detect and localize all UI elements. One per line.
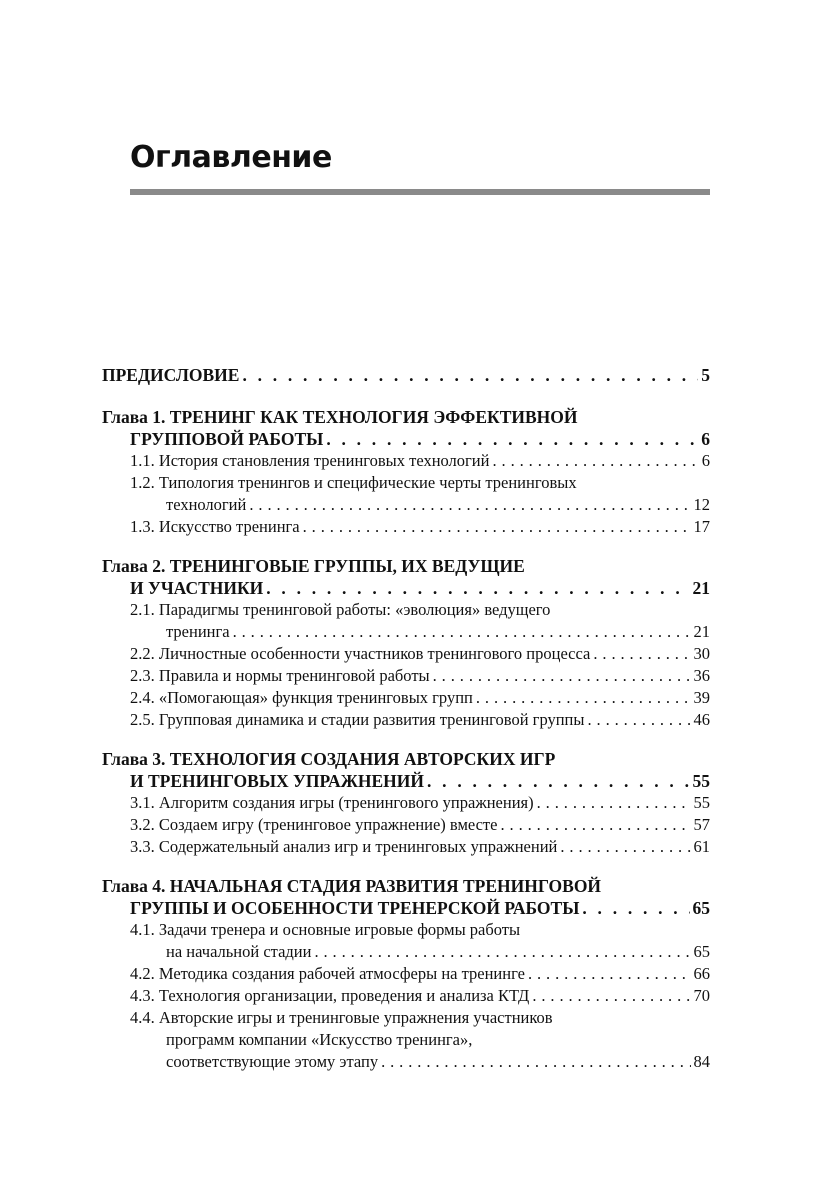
toc-section-1-2-line2[interactable]: технологий . . . 12 bbox=[102, 494, 710, 516]
toc-chapter-1-title-line2[interactable]: ГРУППОВОЙ РАБОТЫ . . . 6 bbox=[102, 428, 710, 450]
dot-leader bbox=[500, 814, 690, 836]
toc-section-1-2-line1[interactable]: 1.2. Типология тренингов и специфические черты тренинговых bbox=[130, 473, 577, 492]
toc-section-3-3[interactable]: 3.3. Содержательный анализ игр и тренинговых упражнений . . . 61 bbox=[102, 836, 710, 858]
dot-leader bbox=[492, 450, 698, 472]
toc-section-1-1[interactable]: 1.1. История становления тренинговых технологий . . . 6 bbox=[102, 450, 710, 472]
title-rule bbox=[130, 189, 710, 195]
toc-section-3-1[interactable]: 3.1. Алгоритм создания игры (тренингового упражнения) . . . 55 bbox=[102, 792, 710, 814]
toc-page-number: 39 bbox=[693, 688, 710, 707]
toc-section-2-1-line1[interactable]: 2.1. Парадигмы тренинговой работы: «эволюция» ведущего bbox=[130, 600, 551, 619]
toc-section-2-2[interactable]: 2.2. Личностные особенности участников тренингового процесса . . . 30 bbox=[102, 643, 710, 665]
dot-leader bbox=[233, 621, 691, 643]
toc-page-number: 57 bbox=[693, 815, 710, 834]
toc-page-number: 5 bbox=[701, 365, 710, 385]
dot-leader bbox=[242, 364, 698, 386]
toc-chapter-2-title-line1[interactable]: Глава 2. ТРЕНИНГОВЫЕ ГРУППЫ, ИХ ВЕДУЩИЕ bbox=[102, 556, 525, 576]
toc-page-number: 21 bbox=[693, 622, 710, 641]
toc-chapter-3-title-line2[interactable]: И ТРЕНИНГОВЫХ УПРАЖНЕНИЙ . . . 55 bbox=[102, 770, 710, 792]
page-title: Оглавление bbox=[130, 140, 332, 175]
toc-chapter-1-title-line1[interactable]: Глава 1. ТРЕНИНГ КАК ТЕХНОЛОГИЯ ЭФФЕКТИВНОЙ bbox=[102, 407, 578, 427]
dot-leader bbox=[326, 428, 698, 450]
toc-page-number: 66 bbox=[693, 964, 710, 983]
dot-leader bbox=[433, 665, 691, 687]
toc-section-2-5[interactable]: 2.5. Групповая динамика и стадии развития тренинговой группы . . . 46 bbox=[102, 709, 710, 731]
dot-leader bbox=[303, 516, 691, 538]
toc-section-1-3[interactable]: 1.3. Искусство тренинга . . . 17 bbox=[102, 516, 710, 538]
toc-page-number: 55 bbox=[692, 771, 710, 791]
toc-section-4-2[interactable]: 4.2. Методика создания рабочей атмосферы на тренинге . . . 66 bbox=[102, 963, 710, 985]
dot-leader bbox=[587, 709, 690, 731]
toc-page-number: 36 bbox=[693, 666, 710, 685]
toc-chapter-3-title-line1[interactable]: Глава 3. ТЕХНОЛОГИЯ СОЗДАНИЯ АВТОРСКИХ ИГР bbox=[102, 749, 556, 769]
toc-page-number: 46 bbox=[693, 710, 710, 729]
dot-leader bbox=[381, 1051, 690, 1073]
toc-page-number: 84 bbox=[693, 1052, 710, 1071]
toc-chapter-2-title-line2[interactable]: И УЧАСТНИКИ . . . 21 bbox=[102, 577, 710, 599]
dot-leader bbox=[532, 985, 690, 1007]
toc-entry-title: ПРЕДИСЛОВИЕ bbox=[102, 365, 240, 385]
toc-page-number: 6 bbox=[701, 429, 710, 449]
dot-leader bbox=[593, 643, 690, 665]
toc-page-number: 21 bbox=[692, 578, 710, 598]
toc-section-4-1-line1[interactable]: 4.1. Задачи тренера и основные игровые формы работы bbox=[130, 920, 521, 939]
toc-page-number: 55 bbox=[693, 793, 710, 812]
toc-section-4-4-line3[interactable]: соответствующие этому этапу . . . 84 bbox=[102, 1051, 710, 1073]
toc-page-number: 17 bbox=[693, 517, 710, 536]
dot-leader bbox=[427, 770, 689, 792]
toc-section-2-4[interactable]: 2.4. «Помогающая» функция тренинговых групп . . . 39 bbox=[102, 687, 710, 709]
toc-page-number: 30 bbox=[693, 644, 710, 663]
toc-page-number: 65 bbox=[692, 898, 710, 918]
toc-page-number: 70 bbox=[693, 986, 710, 1005]
toc-section-2-3[interactable]: 2.3. Правила и нормы тренинговой работы . . . 36 bbox=[102, 665, 710, 687]
toc-page-number: 61 bbox=[693, 837, 710, 856]
toc-section-3-2[interactable]: 3.2. Создаем игру (тренинговое упражнение) вместе . . . 57 bbox=[102, 814, 710, 836]
dot-leader bbox=[537, 792, 691, 814]
toc-section-4-4-line2[interactable]: программ компании «Искусство тренинга», bbox=[166, 1030, 473, 1049]
toc-section-4-4-line1[interactable]: 4.4. Авторские игры и тренинговые упражнения участников bbox=[130, 1008, 553, 1027]
toc-page-number: 12 bbox=[693, 495, 710, 514]
toc-section-4-3[interactable]: 4.3. Технология организации, проведения и анализа КТД . . . 70 bbox=[102, 985, 710, 1007]
toc-chapter-4-title-line1[interactable]: Глава 4. НАЧАЛЬНАЯ СТАДИЯ РАЗВИТИЯ ТРЕНИНГОВОЙ bbox=[102, 876, 602, 896]
dot-leader bbox=[476, 687, 691, 709]
dot-leader bbox=[582, 897, 689, 919]
dot-leader bbox=[314, 941, 690, 963]
toc-section-4-1-line2[interactable]: на начальной стадии . . . 65 bbox=[102, 941, 710, 963]
dot-leader bbox=[266, 577, 689, 599]
dot-leader bbox=[249, 494, 690, 516]
dot-leader bbox=[528, 963, 691, 985]
toc-entry-preface[interactable] bbox=[102, 364, 710, 386]
table-of-contents bbox=[102, 364, 710, 1073]
toc-chapter-4-title-line2[interactable]: ГРУППЫ И ОСОБЕННОСТИ ТРЕНЕРСКОЙ РАБОТЫ . . . 65 bbox=[102, 897, 710, 919]
dot-leader bbox=[560, 836, 690, 858]
toc-page-number: 65 bbox=[693, 942, 710, 961]
toc-section-2-1-line2[interactable]: тренинга . . . 21 bbox=[102, 621, 710, 643]
toc-page-number: 6 bbox=[701, 451, 710, 470]
